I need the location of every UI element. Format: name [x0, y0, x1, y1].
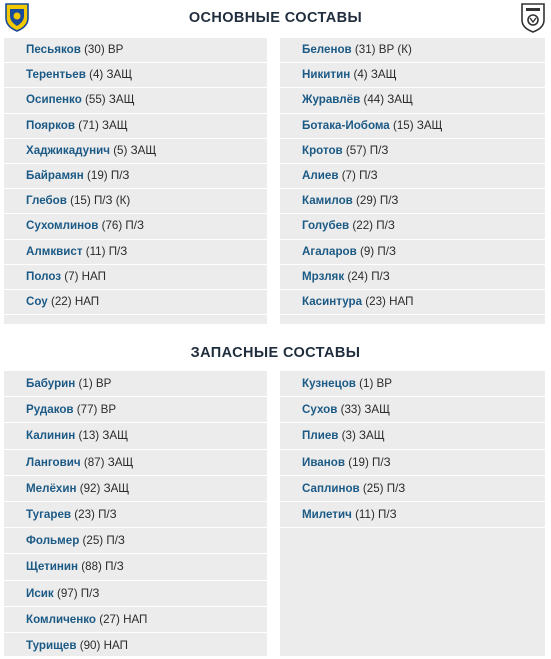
player-number-position: (9) П/З — [360, 244, 396, 258]
player-number-position: (11) П/З — [85, 244, 128, 258]
player-number-position: (29) П/З — [356, 194, 399, 208]
player-row — [280, 164, 545, 189]
player-row — [4, 476, 267, 502]
player-row — [280, 502, 545, 528]
player-name-link[interactable]: Ботака-Иобома — [302, 118, 390, 132]
player-row — [280, 290, 545, 315]
player-name-link[interactable]: Иванов — [302, 455, 345, 469]
player-row — [4, 633, 267, 659]
player-number-position: (90) НАП — [79, 638, 128, 652]
player-number-position: (24) П/З — [347, 269, 390, 283]
lineups-header — [0, 0, 551, 38]
player-name-link[interactable]: Терентьев — [26, 68, 86, 82]
player-name-link[interactable]: Рудаков — [26, 403, 74, 417]
player-name-link[interactable]: Плиев — [302, 429, 339, 443]
player-row — [4, 214, 267, 239]
section-title-starting: ОСНОВНЫЕ СОСТАВЫ — [188, 10, 363, 26]
player-name-link[interactable]: Саплинов — [302, 481, 360, 495]
player-row — [4, 371, 267, 397]
player-number-position: (4) ЗАЩ — [353, 68, 397, 82]
player-number-position: (22) П/З — [352, 219, 395, 233]
player-name-link[interactable]: Комличенко — [26, 612, 96, 626]
player-number-position: (27) НАП — [99, 612, 148, 626]
player-row — [4, 581, 267, 607]
player-row — [4, 114, 267, 139]
player-number-position: (23) НАП — [365, 294, 414, 308]
player-number-position: (25) П/З — [362, 481, 406, 495]
player-row — [280, 397, 545, 423]
player-name-link[interactable]: Песьяков — [26, 43, 81, 56]
player-name-link[interactable]: Бабурин — [26, 377, 76, 390]
player-row — [4, 189, 267, 214]
player-name-link[interactable]: Мрзляк — [302, 269, 345, 283]
player-number-position: (7) П/З — [341, 168, 378, 182]
player-number-position: (4) ЗАЩ — [89, 68, 133, 82]
player-row — [4, 290, 267, 315]
player-row — [280, 63, 545, 88]
player-row — [280, 265, 545, 290]
player-row — [4, 164, 267, 189]
player-name-link[interactable]: Полоз — [26, 269, 62, 283]
player-name-link[interactable]: Милетич — [302, 507, 352, 521]
player-name-link[interactable]: Осипенко — [26, 93, 82, 107]
player-name-link[interactable]: Кузнецов — [302, 377, 356, 390]
player-row — [280, 139, 545, 164]
player-row — [4, 607, 267, 633]
player-number-position: (30) ВР — [84, 43, 124, 56]
player-number-position: (97) П/З — [56, 586, 100, 600]
player-row — [280, 38, 545, 63]
player-number-position: (31) ВР (К) — [354, 43, 412, 56]
player-name-link[interactable]: Агаларов — [302, 244, 357, 258]
player-name-link[interactable]: Голубев — [302, 219, 350, 233]
player-name-link[interactable]: Алиев — [302, 168, 339, 182]
player-number-position: (92) ЗАЩ — [79, 481, 130, 495]
player-row — [4, 63, 267, 88]
player-number-position: (1) ВР — [78, 377, 112, 390]
player-name-link[interactable]: Лангович — [26, 455, 81, 469]
player-number-position: (11) П/З — [355, 507, 397, 521]
player-name-link[interactable]: Турищев — [26, 638, 77, 652]
player-name-link[interactable]: Кротов — [302, 143, 343, 157]
player-row — [280, 371, 545, 397]
player-number-position: (23) П/З — [74, 507, 117, 521]
player-number-position: (7) НАП — [64, 269, 106, 283]
player-row — [280, 240, 545, 265]
player-number-position: (33) ЗАЩ — [340, 403, 391, 417]
player-name-link[interactable]: Журавлёв — [302, 93, 361, 107]
player-name-link[interactable]: Исик — [26, 586, 54, 600]
player-name-link[interactable]: Касинтура — [302, 294, 363, 308]
player-name-link[interactable]: Глебов — [26, 194, 67, 208]
player-number-position: (71) ЗАЩ — [78, 118, 128, 132]
player-row — [280, 214, 545, 239]
home-subs-list — [4, 371, 267, 656]
player-row — [280, 114, 545, 139]
player-number-position: (19) П/З — [348, 455, 391, 469]
player-name-link[interactable]: Сухомлинов — [26, 219, 99, 233]
player-number-position: (77) ВР — [76, 403, 117, 417]
player-name-link[interactable]: Хаджикадунич — [26, 143, 110, 157]
player-name-link[interactable]: Сухов — [302, 403, 338, 417]
player-number-position: (55) ЗАЩ — [85, 93, 135, 107]
player-name-link[interactable]: Калинин — [26, 429, 76, 443]
player-number-position: (57) П/З — [345, 143, 389, 157]
player-row — [4, 554, 267, 580]
player-number-position: (13) ЗАЩ — [78, 429, 128, 443]
player-number-position: (1) ВР — [359, 377, 393, 390]
ufa-crest-icon — [521, 3, 545, 33]
player-row — [4, 423, 267, 449]
player-row — [4, 139, 267, 164]
player-row — [4, 88, 267, 113]
player-row — [4, 265, 267, 290]
player-row — [4, 450, 267, 476]
away-starting-list — [280, 38, 545, 324]
starting-lineups — [0, 38, 551, 324]
player-number-position: (76) П/З — [101, 219, 144, 233]
player-name-link[interactable]: Щетинин — [26, 560, 79, 574]
substitute-lineups — [0, 371, 551, 656]
player-row — [4, 38, 267, 63]
player-row — [280, 88, 545, 113]
player-name-link[interactable]: Соу — [26, 294, 48, 308]
player-number-position: (15) ЗАЩ — [392, 118, 443, 132]
player-row — [280, 476, 545, 502]
player-name-link[interactable]: Камилов — [302, 194, 353, 208]
player-row — [280, 450, 545, 476]
player-row — [4, 240, 267, 265]
section-title-subs: ЗАПАСНЫЕ СОСТАВЫ — [190, 345, 361, 361]
player-number-position: (22) НАП — [50, 294, 100, 308]
player-row — [280, 189, 545, 214]
player-number-position: (25) П/З — [82, 534, 125, 548]
player-number-position: (5) ЗАЩ — [113, 143, 157, 157]
player-number-position: (44) ЗАЩ — [363, 93, 413, 107]
player-number-position: (88) П/З — [81, 560, 124, 574]
player-row — [4, 528, 267, 554]
player-name-link[interactable]: Байрамян — [26, 168, 84, 182]
player-name-link[interactable]: Мелёхин — [26, 481, 77, 495]
player-row — [280, 423, 545, 449]
player-number-position: (19) П/З — [87, 168, 130, 182]
player-number-position: (3) ЗАЩ — [341, 429, 385, 443]
player-name-link[interactable]: Алмквист — [26, 244, 83, 258]
home-starting-list — [4, 38, 267, 324]
player-name-link[interactable]: Фольмер — [26, 534, 80, 548]
away-subs-list — [280, 371, 545, 656]
player-name-link[interactable]: Тугарев — [26, 507, 72, 521]
player-number-position: (87) ЗАЩ — [83, 455, 134, 469]
player-name-link[interactable]: Никитин — [302, 68, 351, 82]
player-name-link[interactable]: Беленов — [302, 43, 352, 56]
player-row — [4, 502, 267, 528]
player-number-position: (15) П/З (К) — [70, 194, 131, 208]
player-row — [4, 397, 267, 423]
player-name-link[interactable]: Поярков — [26, 118, 75, 132]
